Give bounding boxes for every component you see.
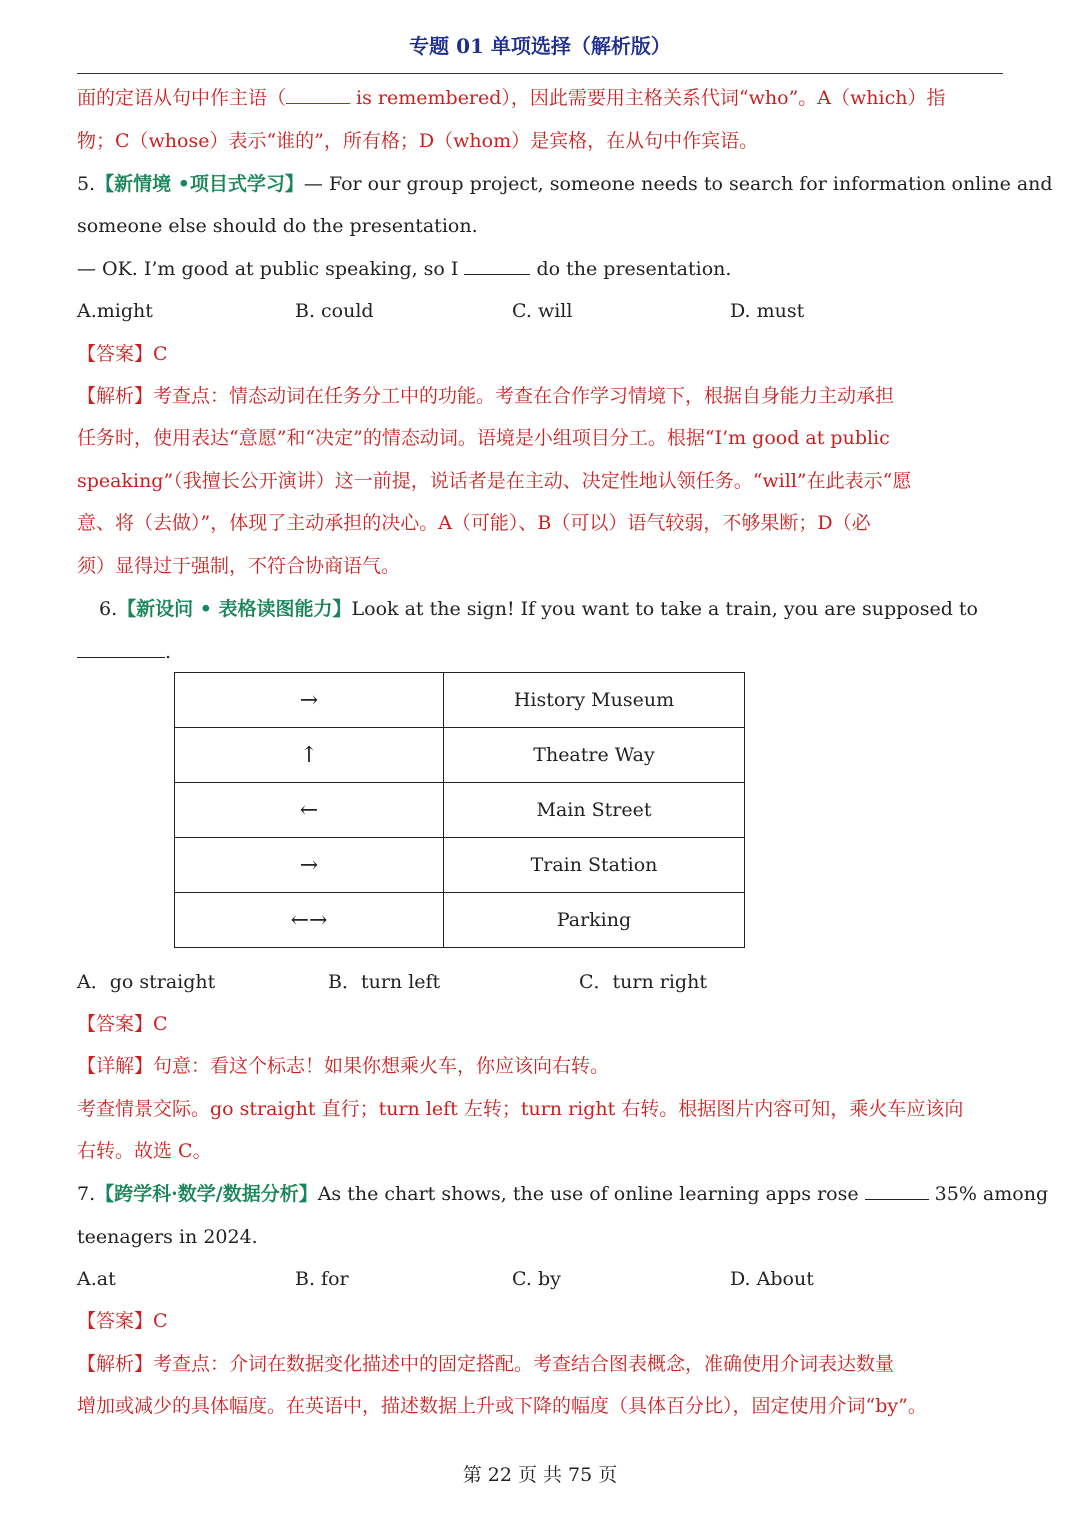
answer-label: 【答案】 (77, 343, 154, 365)
analysis-label: 【解析】 (77, 1353, 154, 1375)
q5-option-c: C. will (512, 300, 573, 322)
q6-detail-line-1 (77, 1052, 609, 1080)
place-cell: History Museum (444, 673, 745, 728)
q7-option-a: A.at (77, 1268, 116, 1290)
q5-analysis-line-2: 任务时，使用表达“意愿”和“决定”的情态动词。语境是小组项目分工。根据“I’m good at public (77, 427, 890, 449)
analysis-text: 考查点：介词在数据变化描述中的固定搭配。考查结合图表概念，准确使用介词表达数量 (153, 1353, 895, 1375)
q7-analysis-line-2: 增加或减少的具体幅度。在英语中，描述数据上升或下降的幅度（具体百分比），固定使用介词“by”。 (77, 1395, 927, 1417)
q7-text-1b: 35% among (928, 1183, 1049, 1205)
arrow-cell: ↑ (175, 728, 444, 783)
q6-number: 6. (99, 598, 118, 620)
q6-line-2-end: . (165, 641, 172, 663)
q6-option-c: C．turn right (579, 971, 707, 993)
answer-label: 【答案】 (77, 1310, 154, 1332)
blank (286, 85, 350, 104)
arrow-cell: ←→ (175, 893, 444, 948)
q5-line-2: someone else should do the presentation. (77, 215, 478, 237)
answer-value: C (153, 1013, 168, 1035)
q5-answer (77, 340, 168, 368)
table-row (175, 838, 745, 893)
q7-text-1a: As the chart shows, the use of online learning apps rose (317, 1183, 865, 1205)
analysis-text: 考查点：情态动词在任务分工中的功能。考查在合作学习情境下，根据自身能力主动承担 (153, 385, 895, 407)
detail-text: 句意：看这个标志！如果你想乘火车，你应该向右转。 (153, 1055, 610, 1077)
table-row (175, 893, 745, 948)
q5-text-1: — For our group project, someone needs to search for information online and (303, 173, 1053, 195)
q5-analysis-line-3: speaking”（我擅长公开演讲）这一前提，说话者是在主动、决定性地认领任务。“will”在此表示“愿 (77, 470, 912, 492)
q7-option-b: B. for (295, 1268, 349, 1290)
q5-text-3b: do the presentation. (530, 258, 732, 280)
q7-option-c: C. by (512, 1268, 561, 1290)
intro-line-2: 物；C（whose）表示“谁的”，所有格；D（whom）是宾格，在从句中作宾语。 (77, 130, 759, 152)
table-row (175, 728, 745, 783)
header-divider (77, 73, 1003, 74)
detail-label: 【详解】 (77, 1055, 154, 1077)
arrow-cell: → (175, 838, 444, 893)
place-cell: Parking (444, 893, 745, 948)
q5-text-3a: — OK. I’m good at public speaking, so I (77, 258, 465, 280)
q7-analysis-line-1 (77, 1350, 894, 1378)
q6-text-1: Look at the sign! If you want to take a train, you are supposed to (351, 598, 978, 620)
q7-option-d: D. About (730, 1268, 814, 1290)
analysis-label: 【解析】 (77, 385, 154, 407)
q6-option-b: B．turn left (328, 971, 441, 993)
q5-option-a: A.might (77, 300, 153, 322)
q6-option-a: A．go straight (77, 971, 216, 993)
q7-line-2: teenagers in 2024. (77, 1226, 258, 1248)
intro-line-1-b: is remembered），因此需要用主格关系代词“who”。A（which）指 (350, 87, 946, 109)
q6-answer (77, 1010, 168, 1038)
intro-line-1 (77, 84, 945, 112)
answer-value: C (153, 343, 168, 365)
q5-line-1 (77, 170, 1053, 198)
page-header: 专题 01 单项选择（解析版） (409, 34, 671, 58)
q5-line-3 (77, 255, 731, 283)
q6-line-2 (77, 638, 171, 666)
q5-option-b: B. could (295, 300, 374, 322)
arrow-cell: ← (175, 783, 444, 838)
q5-tag: 【新情境 •项目式学习】 (95, 173, 304, 195)
blank (464, 256, 530, 275)
answer-label: 【答案】 (77, 1013, 154, 1035)
q5-number: 5. (77, 173, 96, 195)
blank (77, 639, 165, 658)
table-row (175, 783, 745, 838)
table-row (175, 673, 745, 728)
page-number: 第 22 页 共 75 页 (462, 1464, 618, 1486)
q7-line-1 (77, 1180, 1048, 1208)
blank (865, 1181, 929, 1200)
arrow-cell: → (175, 673, 444, 728)
q7-tag: 【跨学科·数学/数据分析】 (95, 1183, 318, 1205)
place-cell: Theatre Way (444, 728, 745, 783)
q6-detail-line-3: 右转。故选 C。 (77, 1140, 212, 1162)
q5-analysis-line-5: 须）显得过于强制，不符合协商语气。 (77, 555, 401, 577)
q7-number: 7. (77, 1183, 96, 1205)
q7-answer (77, 1307, 168, 1335)
q6-line-1 (99, 595, 978, 623)
q6-tag: 【新设问 • 表格读图能力】 (117, 598, 352, 620)
q6-detail-line-2: 考查情景交际。go straight 直行；turn left 左转；turn right 右转。根据图片内容可知，乘火车应该向 (77, 1098, 964, 1120)
place-cell: Main Street (444, 783, 745, 838)
answer-value: C (153, 1310, 168, 1332)
intro-line-1-a: 面的定语从句中作主语（ (77, 87, 287, 109)
direction-sign-table (174, 672, 745, 948)
place-cell: Train Station (444, 838, 745, 893)
q5-option-d: D. must (730, 300, 805, 322)
q5-analysis-line-1 (77, 382, 894, 410)
q5-analysis-line-4: 意、将（去做）”，体现了主动承担的决心。A（可能）、B（可以）语气较弱，不够果断；D（必 (77, 512, 871, 534)
